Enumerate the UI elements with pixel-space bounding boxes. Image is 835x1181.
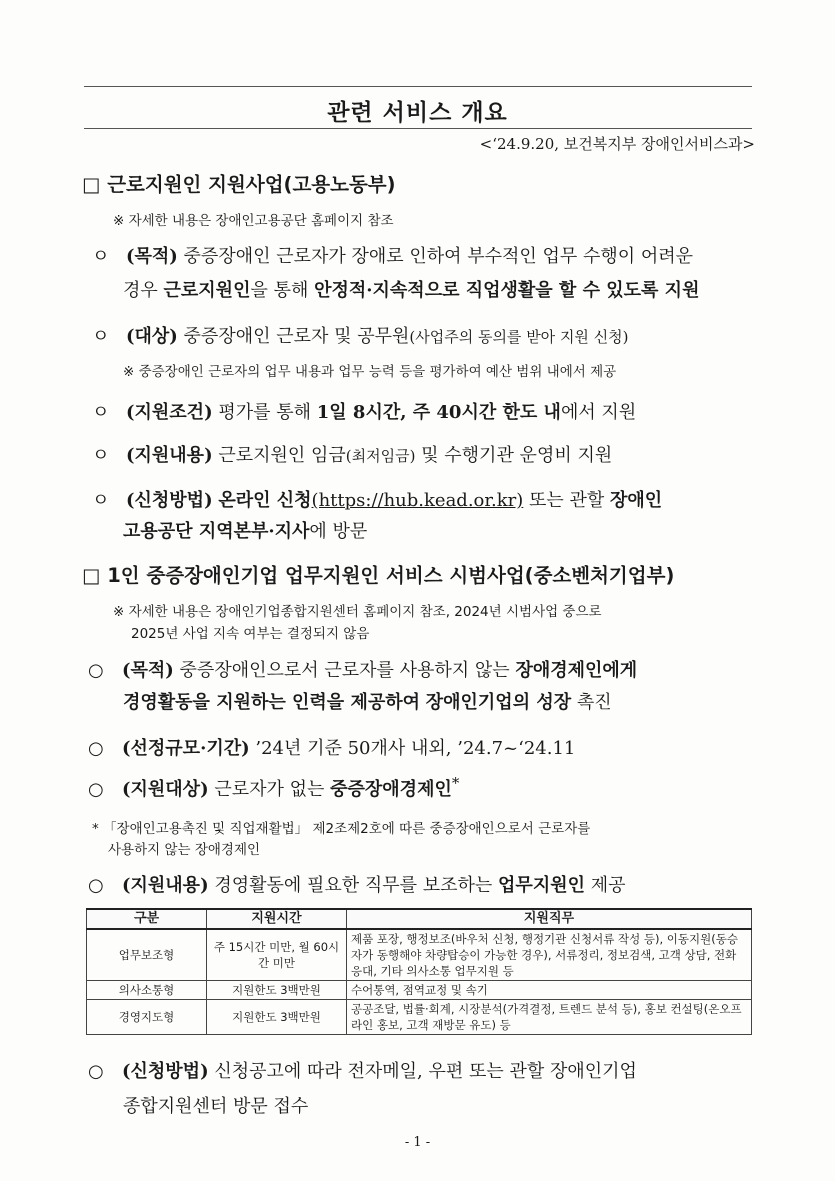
issue-date: <‘24.9.20, 보건복지부 장애인서비스과> — [479, 135, 755, 153]
section2-apply-line2: 종합지원센터 방문 접수 — [123, 1096, 309, 1117]
section1-content: ㅇ (지원내용) 근로지원인 임금(최저임금) 및 수행기관 운영비 지원 — [92, 445, 613, 466]
table-header-time: 지원시간 — [207, 909, 347, 929]
section2-purpose: ○ (목적) 중증장애인으로서 근로자를 사용하지 않는 장애경제인에게 — [88, 660, 638, 681]
section2-apply: ○ (신청방법) 신청공고에 따라 전자메일, 우편 또는 관할 장애인기업 — [88, 1061, 637, 1082]
table-cell-duty: 수어통역, 점역교정 및 속기 — [347, 981, 752, 1000]
section1-note: ※ 자세한 내용은 장애인고용공단 홈페이지 참조 — [113, 213, 394, 229]
table-header-duty: 지원직무 — [347, 909, 752, 929]
section2-note-line2: 2025년 사업 지속 여부는 결정되지 않음 — [131, 626, 370, 642]
kead-link[interactable]: (https://hub.kead.or.kr) — [311, 490, 524, 511]
section2-footnote-line1: * 「장애인고용촉진 및 직업재활법」 제2조제2호에 따른 중증장애인으로서 근로자를 — [92, 821, 591, 837]
section2-purpose-line2: 경영활동을 지원하는 인력을 제공하여 장애인기업의 성장 촉진 — [123, 692, 612, 713]
support-table — [86, 908, 752, 1035]
top-rule — [84, 86, 752, 87]
section2-content: ○ (지원내용) 경영활동에 필요한 직무를 보조하는 업무지원인 제공 — [88, 875, 626, 896]
section2-target: ○ (지원대상) 근로자가 없는 중증장애경제인* — [88, 774, 460, 800]
table-cell-type: 의사소통형 — [87, 981, 207, 1000]
table-row — [87, 929, 752, 981]
page-title: 관련 서비스 개요 — [327, 100, 508, 126]
table-cell-time: 주 15시간 미만, 월 60시간 미만 — [207, 929, 347, 981]
table-cell-time: 지원한도 3백만원 — [207, 981, 347, 1000]
section2-footnote-line2: 사용하지 않는 장애경제인 — [108, 842, 261, 858]
table-row — [87, 1000, 752, 1035]
page-number: - 1 - — [404, 1135, 431, 1150]
section2-scale: ○ (선정규모·기간) ’24년 기준 50개사 내외, ’24.7~‘24.11 — [88, 738, 576, 759]
table-header-type: 구분 — [87, 909, 207, 929]
section2-note-line1: ※ 자세한 내용은 장애인기업종합지원센터 홈페이지 참조, 2024년 시범사업 중으로 — [113, 604, 602, 620]
section1-purpose: ㅇ (목적) 중증장애인 근로자가 장애로 인하여 부수적인 업무 수행이 어려운 — [92, 246, 694, 267]
table-cell-duty: 공공조달, 법률·회계, 시장분석(가격결정, 트렌드 분석 등), 홍보 컨설팅(온오프라인 홍보, 고객 재방문 유도) 등 — [347, 1000, 752, 1035]
table-cell-duty: 제품 포장, 행정보조(바우처 신청, 행정기관 신청서류 작성 등), 이동지원(동승자가 동행해야 차량탑승이 가능한 경우), 서류정리, 정보검색, 고객 상담, 전화응대, 기타 의사소통 업무지원 등 — [347, 929, 752, 981]
section1-condition: ㅇ (지원조건) 평가를 통해 1일 8시간, 주 40시간 한도 내에서 지원 — [92, 402, 637, 423]
section1-apply-line2: 고용공단 지역본부·지사에 방문 — [123, 521, 368, 542]
table-cell-type: 경영지도형 — [87, 1000, 207, 1035]
table-row — [87, 981, 752, 1000]
title-rule — [84, 128, 752, 129]
section1-target: ㅇ (대상) 중증장애인 근로자 및 공무원(사업주의 동의를 받아 지원 신청) — [92, 326, 629, 347]
section1-apply: ㅇ (신청방법) 온라인 신청(https://hub.kead.or.kr) 또는 관할 장애인 — [92, 490, 663, 511]
table-cell-type: 업무보조형 — [87, 929, 207, 981]
section1-purpose-line2: 경우 근로지원인을 통해 안정적·지속적으로 직업생활을 할 수 있도록 지원 — [123, 280, 700, 301]
section2-heading: □ 1인 중증장애인기업 업무지원인 서비스 시범사업(중소벤처기업부) — [82, 564, 675, 587]
section1-target-note: ※ 중증장애인 근로자의 업무 내용과 업무 능력 등을 평가하여 예산 범위 내에서 제공 — [123, 364, 617, 380]
table-cell-time: 지원한도 3백만원 — [207, 1000, 347, 1035]
section1-heading: □ 근로지원인 지원사업(고용노동부) — [82, 173, 396, 196]
